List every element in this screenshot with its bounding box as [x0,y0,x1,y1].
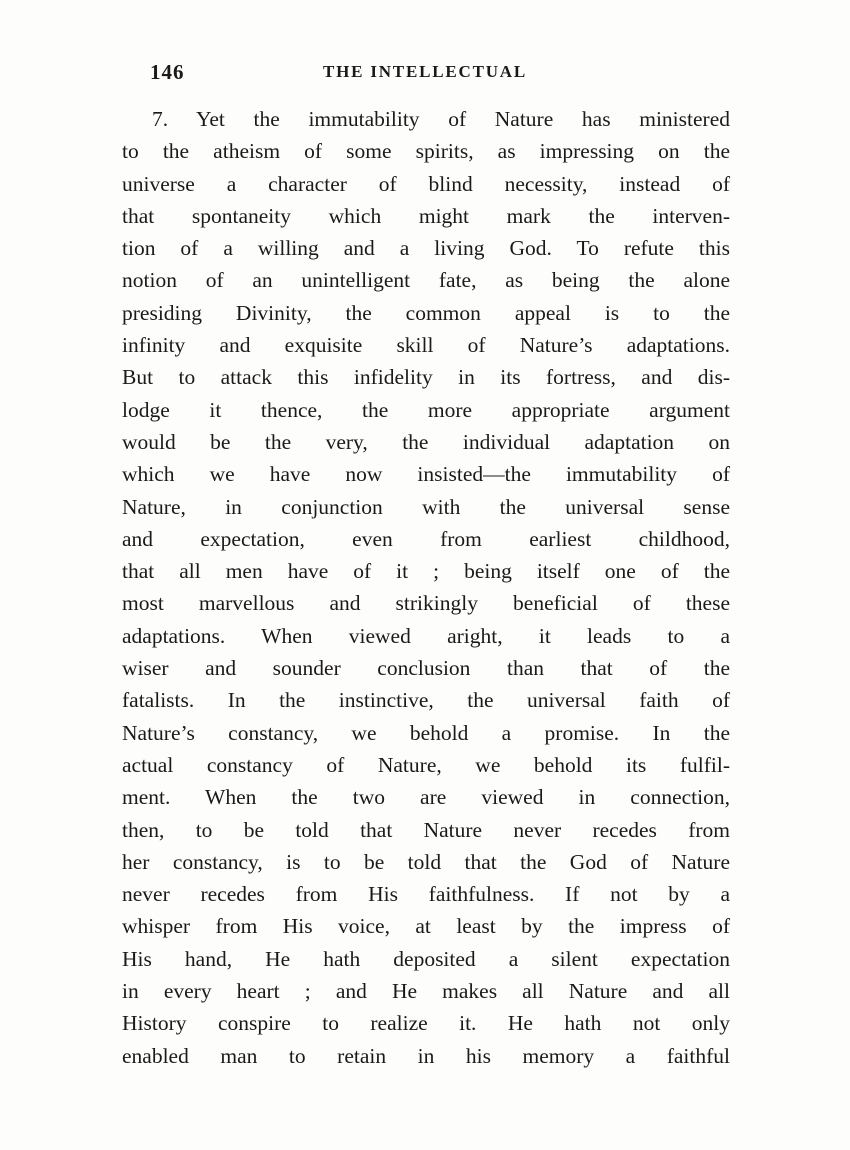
text-line: tion of a willing and a living God. To refute this [122,236,730,261]
text-line: adaptations. When viewed aright, it leads to a [122,623,730,648]
text-line: actual constancy of Nature, we behold its fulfil- [122,752,730,777]
text-line: Nature’s constancy, we behold a promise. In the [122,720,730,745]
text-line: never recedes from His faithfulness. If not by a [122,882,730,907]
text-line: and expectation, even from earliest childhood, [122,526,730,551]
text-line: her constancy, is to be told that the God of Nature [122,849,730,874]
text-line: His hand, He hath deposited a silent expectation [122,946,730,971]
text-line: 7. Yet the immutability of Nature has ministered [152,107,730,131]
text-line: enabled man to retain in his memory a faithful [122,1043,730,1068]
text-line: in every heart ; and He makes all Nature and all [122,979,730,1004]
text-line: to the atheism of some spirits, as impressing on the [122,139,730,164]
text-line: Nature, in conjunction with the universal sense [122,494,730,519]
text-line: wiser and sounder conclusion than that of the [122,656,730,681]
text-line: lodge it thence, the more appropriate argument [122,397,730,422]
text-line: But to attack this infidelity in its fortress, and dis- [122,365,730,390]
text-line: fatalists. In the instinctive, the universal faith of [122,688,730,713]
text-line: most marvellous and strikingly beneficial of these [122,591,730,616]
text-line: whisper from His voice, at least by the impress of [122,914,730,939]
paragraph [122,103,730,1072]
text-line: would be the very, the individual adaptation on [122,429,730,454]
text-line: which we have now insisted—the immutability of [122,462,730,487]
page-header [0,60,850,90]
text-line: that spontaneity which might mark the interven- [122,203,730,228]
text-line: notion of an unintelligent fate, as being the alone [122,268,730,293]
text-line: History conspire to realize it. He hath not only [122,1011,730,1036]
text-line: that all men have of it ; being itself one of the [122,559,730,584]
text-line: infinity and exquisite skill of Nature’s adaptations. [122,333,730,358]
text-line: then, to be told that Nature never recedes from [122,817,730,842]
text-line: universe a character of blind necessity, instead of [122,171,730,196]
page-number: 146 [150,60,185,84]
text-line: ment. When the two are viewed in connection, [122,785,730,810]
running-title: THE INTELLECTUAL [322,62,528,81]
text-line: presiding Divinity, the common appeal is to the [122,300,730,325]
